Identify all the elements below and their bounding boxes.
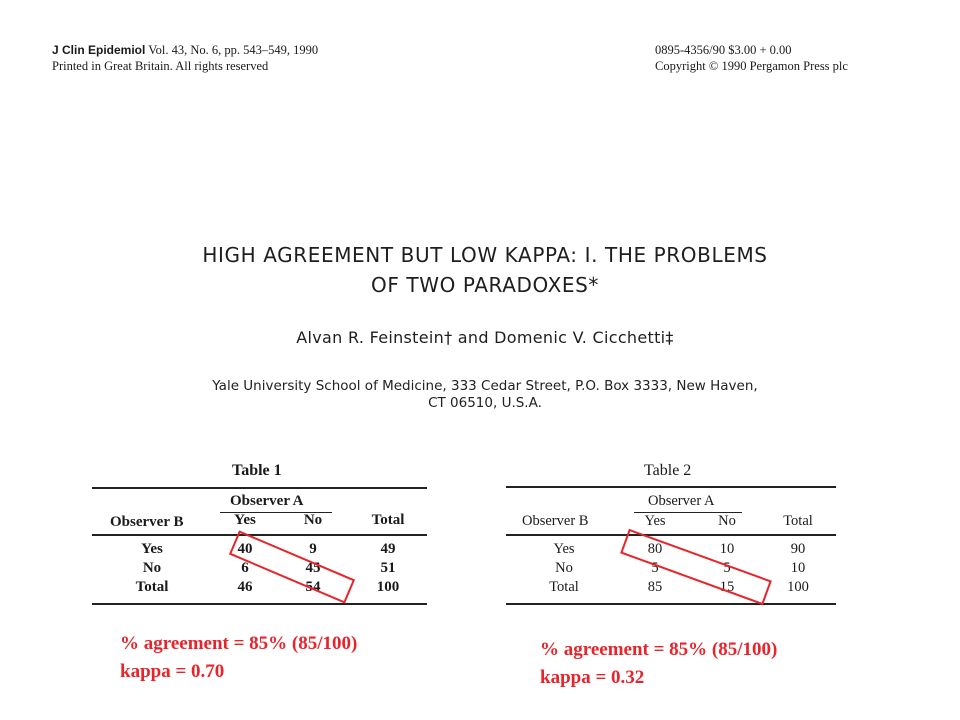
table-caption: Table 2 [644, 462, 692, 479]
table-cell: 10 [719, 541, 735, 557]
affiliation [120, 378, 850, 412]
citation-line [52, 42, 318, 58]
table-rule-bottom [506, 603, 836, 605]
title-line-2: OF TWO PARADOXES* [370, 273, 600, 297]
table-cell: 80 [647, 541, 663, 557]
row-label-total: Total [135, 579, 169, 595]
table-cell: 45 [305, 560, 321, 576]
table-caption: Table 1 [232, 462, 282, 479]
row-label-no: No [142, 560, 162, 576]
table-cell: 15 [719, 579, 735, 595]
table-cell: 100 [787, 579, 809, 595]
table-rule-top [92, 487, 427, 489]
table-rule-top [506, 486, 836, 488]
table-cell: 6 [241, 560, 249, 576]
copyright-header [655, 42, 848, 74]
table-cell: 5 [651, 560, 659, 576]
table-1-annotation [120, 630, 357, 686]
issn-price: 0895-4356/90 $3.00 + 0.00 [655, 43, 792, 57]
agreement-text: % agreement = 85% (85/100) [540, 639, 778, 660]
row-group-header: Observer B [522, 513, 589, 529]
kappa-text: kappa = 0.70 [120, 661, 225, 682]
row-label-yes: Yes [553, 541, 575, 557]
table-cell: 40 [237, 541, 253, 557]
agreement-text: % agreement = 85% (85/100) [120, 633, 358, 654]
column-group-header: Observer A [648, 493, 715, 509]
table-cell: 85 [647, 579, 663, 595]
row-label-yes: Yes [141, 541, 163, 557]
table-rule-bottom [92, 603, 427, 605]
column-group-header: Observer A [230, 493, 304, 509]
table-2 [506, 462, 836, 612]
column-header-total: Total [371, 512, 405, 528]
column-header-no: No [718, 513, 736, 529]
copyright-notice: Copyright © 1990 Pergamon Press plc [655, 59, 848, 73]
title-line-1: HIGH AGREEMENT BUT LOW KAPPA: I. THE PROBLEMS [202, 243, 768, 267]
kappa-text: kappa = 0.32 [540, 667, 645, 688]
paper-title [90, 240, 880, 300]
table-cell: 46 [237, 579, 253, 595]
table-cell: 5 [723, 560, 731, 576]
table-cell: 100 [376, 579, 400, 595]
citation-header [52, 42, 318, 74]
table-2-annotation [540, 636, 777, 692]
table-cell: 51 [380, 560, 396, 576]
table-cell: 9 [309, 541, 317, 557]
table-cell: 10 [790, 560, 806, 576]
table-1 [92, 462, 432, 612]
printed-notice: Printed in Great Britain. All rights reserved [52, 59, 269, 73]
column-header-total: Total [783, 513, 813, 529]
journal-volume: Vol. 43, No. 6, pp. 543–549, 1990 [148, 43, 319, 57]
table-cell: 54 [305, 579, 321, 595]
row-group-header: Observer B [110, 514, 184, 530]
row-label-no: No [555, 560, 573, 576]
column-header-yes: Yes [644, 513, 666, 529]
affiliation-line-2: CT 06510, U.S.A. [428, 395, 542, 411]
table-rule-mid [506, 534, 836, 536]
column-header-yes: Yes [234, 512, 256, 528]
journal-name: J Clin Epidemiol [52, 43, 146, 57]
column-header-no: No [303, 512, 323, 528]
row-label-total: Total [549, 579, 579, 595]
table-rule-mid [92, 534, 427, 536]
table-cell: 49 [380, 541, 396, 557]
table-cell: 90 [790, 541, 806, 557]
author-list: Alvan R. Feinstein† and Domenic V. Cicchetti‡ [296, 328, 674, 347]
affiliation-line-1: Yale University School of Medicine, 333 Cedar Street, P.O. Box 3333, New Haven, [212, 378, 758, 394]
